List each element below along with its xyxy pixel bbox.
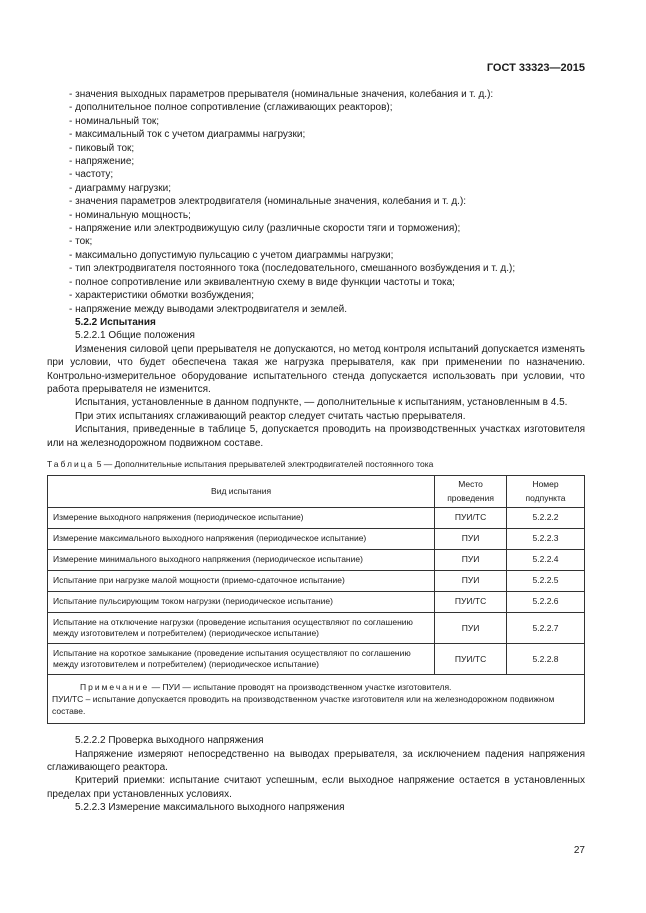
list-item: - ток; [69, 236, 93, 248]
page-number: 27 [573, 845, 585, 856]
test-ref: 5.2.2.6 [507, 592, 585, 613]
parameter-list [47, 88, 585, 316]
list-item: - напряжение между выводами электродвигателя и землей. [69, 303, 347, 315]
table-row [48, 529, 585, 550]
table-caption [47, 458, 585, 471]
paragraph: Напряжение измеряют непосредственно на выводах прерывателя, за исключением падения напряжения сглаживающего реактора. [47, 748, 585, 773]
test-name: Измерение минимального выходного напряжения (периодическое испытание) [48, 550, 435, 571]
list-item: - диаграмму нагрузки; [69, 182, 172, 194]
test-name: Испытание на отключение нагрузки (проведение испытания осуществляют по соглашению между изготовителем и потребителем) (периодическое испытание) [48, 613, 435, 644]
test-ref: 5.2.2.8 [507, 644, 585, 675]
subsection-heading: 5.2.2.2 Проверка выходного напряжения [75, 735, 264, 747]
test-place: ПУИ/ТС [435, 592, 507, 613]
header-place: Место проведения [435, 476, 507, 508]
note-line-2: ПУИ/ТС – испытание допускается проводить на производственном участке изготовителя или на железнодорожном подвижном составе. [52, 694, 555, 717]
table-caption-text: 5 — Дополнительные испытания прерывателей электродвигателей постоянного тока [96, 458, 434, 469]
table-row [48, 613, 585, 644]
table-row [48, 508, 585, 529]
note-label: Примечание [80, 682, 150, 693]
list-item: - напряжение; [69, 156, 135, 168]
list-item: - значения выходных параметров прерывателя (номинальные значения, колебания и т. д.): [69, 89, 494, 100]
test-ref: 5.2.2.4 [507, 550, 585, 571]
test-ref: 5.2.2.5 [507, 571, 585, 592]
document-body [47, 88, 585, 815]
test-place: ПУИ [435, 613, 507, 644]
tests-table [47, 475, 585, 724]
list-item: - значения параметров электродвигателя (номинальные значения, колебания и т. д.): [69, 196, 467, 208]
paragraph: Испытания, установленные в данном подпункте, — дополнительные к испытаниям, установленным в 4.5. [75, 397, 568, 409]
header-subclause: Номер подпункта [507, 476, 585, 508]
note-line-1: — ПУИ — испытание проводят на производственном участке изготовителя. [151, 682, 452, 693]
subsection-heading: 5.2.2.1 Общие положения [75, 330, 195, 342]
paragraph: При этих испытаниях сглаживающий реактор следует считать частью прерывателя. [75, 410, 466, 422]
test-name: Испытание при нагрузке малой мощности (приемо-сдаточное испытание) [48, 571, 435, 592]
test-name: Испытание пульсирующим током нагрузки (периодическое испытание) [48, 592, 435, 613]
list-item: - характеристики обмотки возбуждения; [69, 290, 254, 302]
table-note-row [48, 675, 585, 724]
test-place: ПУИ/ТС [435, 508, 507, 529]
list-item: - напряжение или электродвижущую силу (различные скорости тяги и торможения); [69, 223, 461, 235]
test-place: ПУИ [435, 550, 507, 571]
paragraph: Изменения силовой цепи прерывателя не допускаются, но метод контроля испытаний допускается изменять при условии, что будет обеспечена такая же нагрузка прерывателя, как при применении по назначению. Контрольно-измерительное оборудование испытательного стенда допускается использовать при условии, что работа прерывателя не изменится. [47, 343, 585, 395]
list-item: - частоту; [69, 169, 114, 181]
paragraph: Критерий приемки: испытание считают успешным, если выходное напряжение остается в установленных пределах при установленных условиях. [47, 775, 585, 800]
subsection-heading: 5.2.2.3 Измерение максимального выходного напряжения [75, 802, 345, 814]
test-name: Измерение максимального выходного напряжения (периодическое испытание) [48, 529, 435, 550]
list-item: - полное сопротивление или эквивалентную схему в виде функции частоты и тока; [69, 276, 455, 288]
paragraph: Испытания, приведенные в таблице 5, допускается проводить на производственных участках изготовителя или на железнодорожном подвижном составе. [47, 424, 585, 449]
section-heading: 5.2.2 Испытания [75, 316, 156, 328]
test-place: ПУИ [435, 571, 507, 592]
list-item: - номинальный ток; [69, 115, 160, 127]
list-item: - максимальный ток с учетом диаграммы нагрузки; [69, 129, 306, 141]
test-ref: 5.2.2.7 [507, 613, 585, 644]
test-name: Измерение выходного напряжения (периодическое испытание) [48, 508, 435, 529]
header-test-type: Вид испытания [48, 476, 435, 508]
test-place: ПУИ [435, 529, 507, 550]
standard-number: ГОСТ 33323—2015 [486, 62, 585, 74]
test-ref: 5.2.2.2 [507, 508, 585, 529]
list-item: - пиковый ток; [69, 142, 135, 154]
test-name: Испытание на короткое замыкание (проведение испытания осуществляют по соглашению между изготовителем и потребителем) (периодическое испытание) [48, 644, 435, 675]
table-row [48, 592, 585, 613]
table-row [48, 644, 585, 675]
list-item: - номинальную мощность; [69, 209, 191, 221]
test-place: ПУИ/ТС [435, 644, 507, 675]
table-note [48, 675, 585, 724]
table-header-row [48, 476, 585, 508]
table-row [48, 550, 585, 571]
test-ref: 5.2.2.3 [507, 529, 585, 550]
list-item: - дополнительное полное сопротивление (сглаживающих реакторов); [69, 102, 393, 114]
list-item: - максимально допустимую пульсацию с учетом диаграммы нагрузки; [69, 249, 394, 261]
table-row [48, 571, 585, 592]
table-caption-label: Таблица [47, 458, 95, 469]
list-item: - тип электродвигателя постоянного тока (последовательного, смешанного возбуждения и т. д.); [69, 263, 516, 275]
